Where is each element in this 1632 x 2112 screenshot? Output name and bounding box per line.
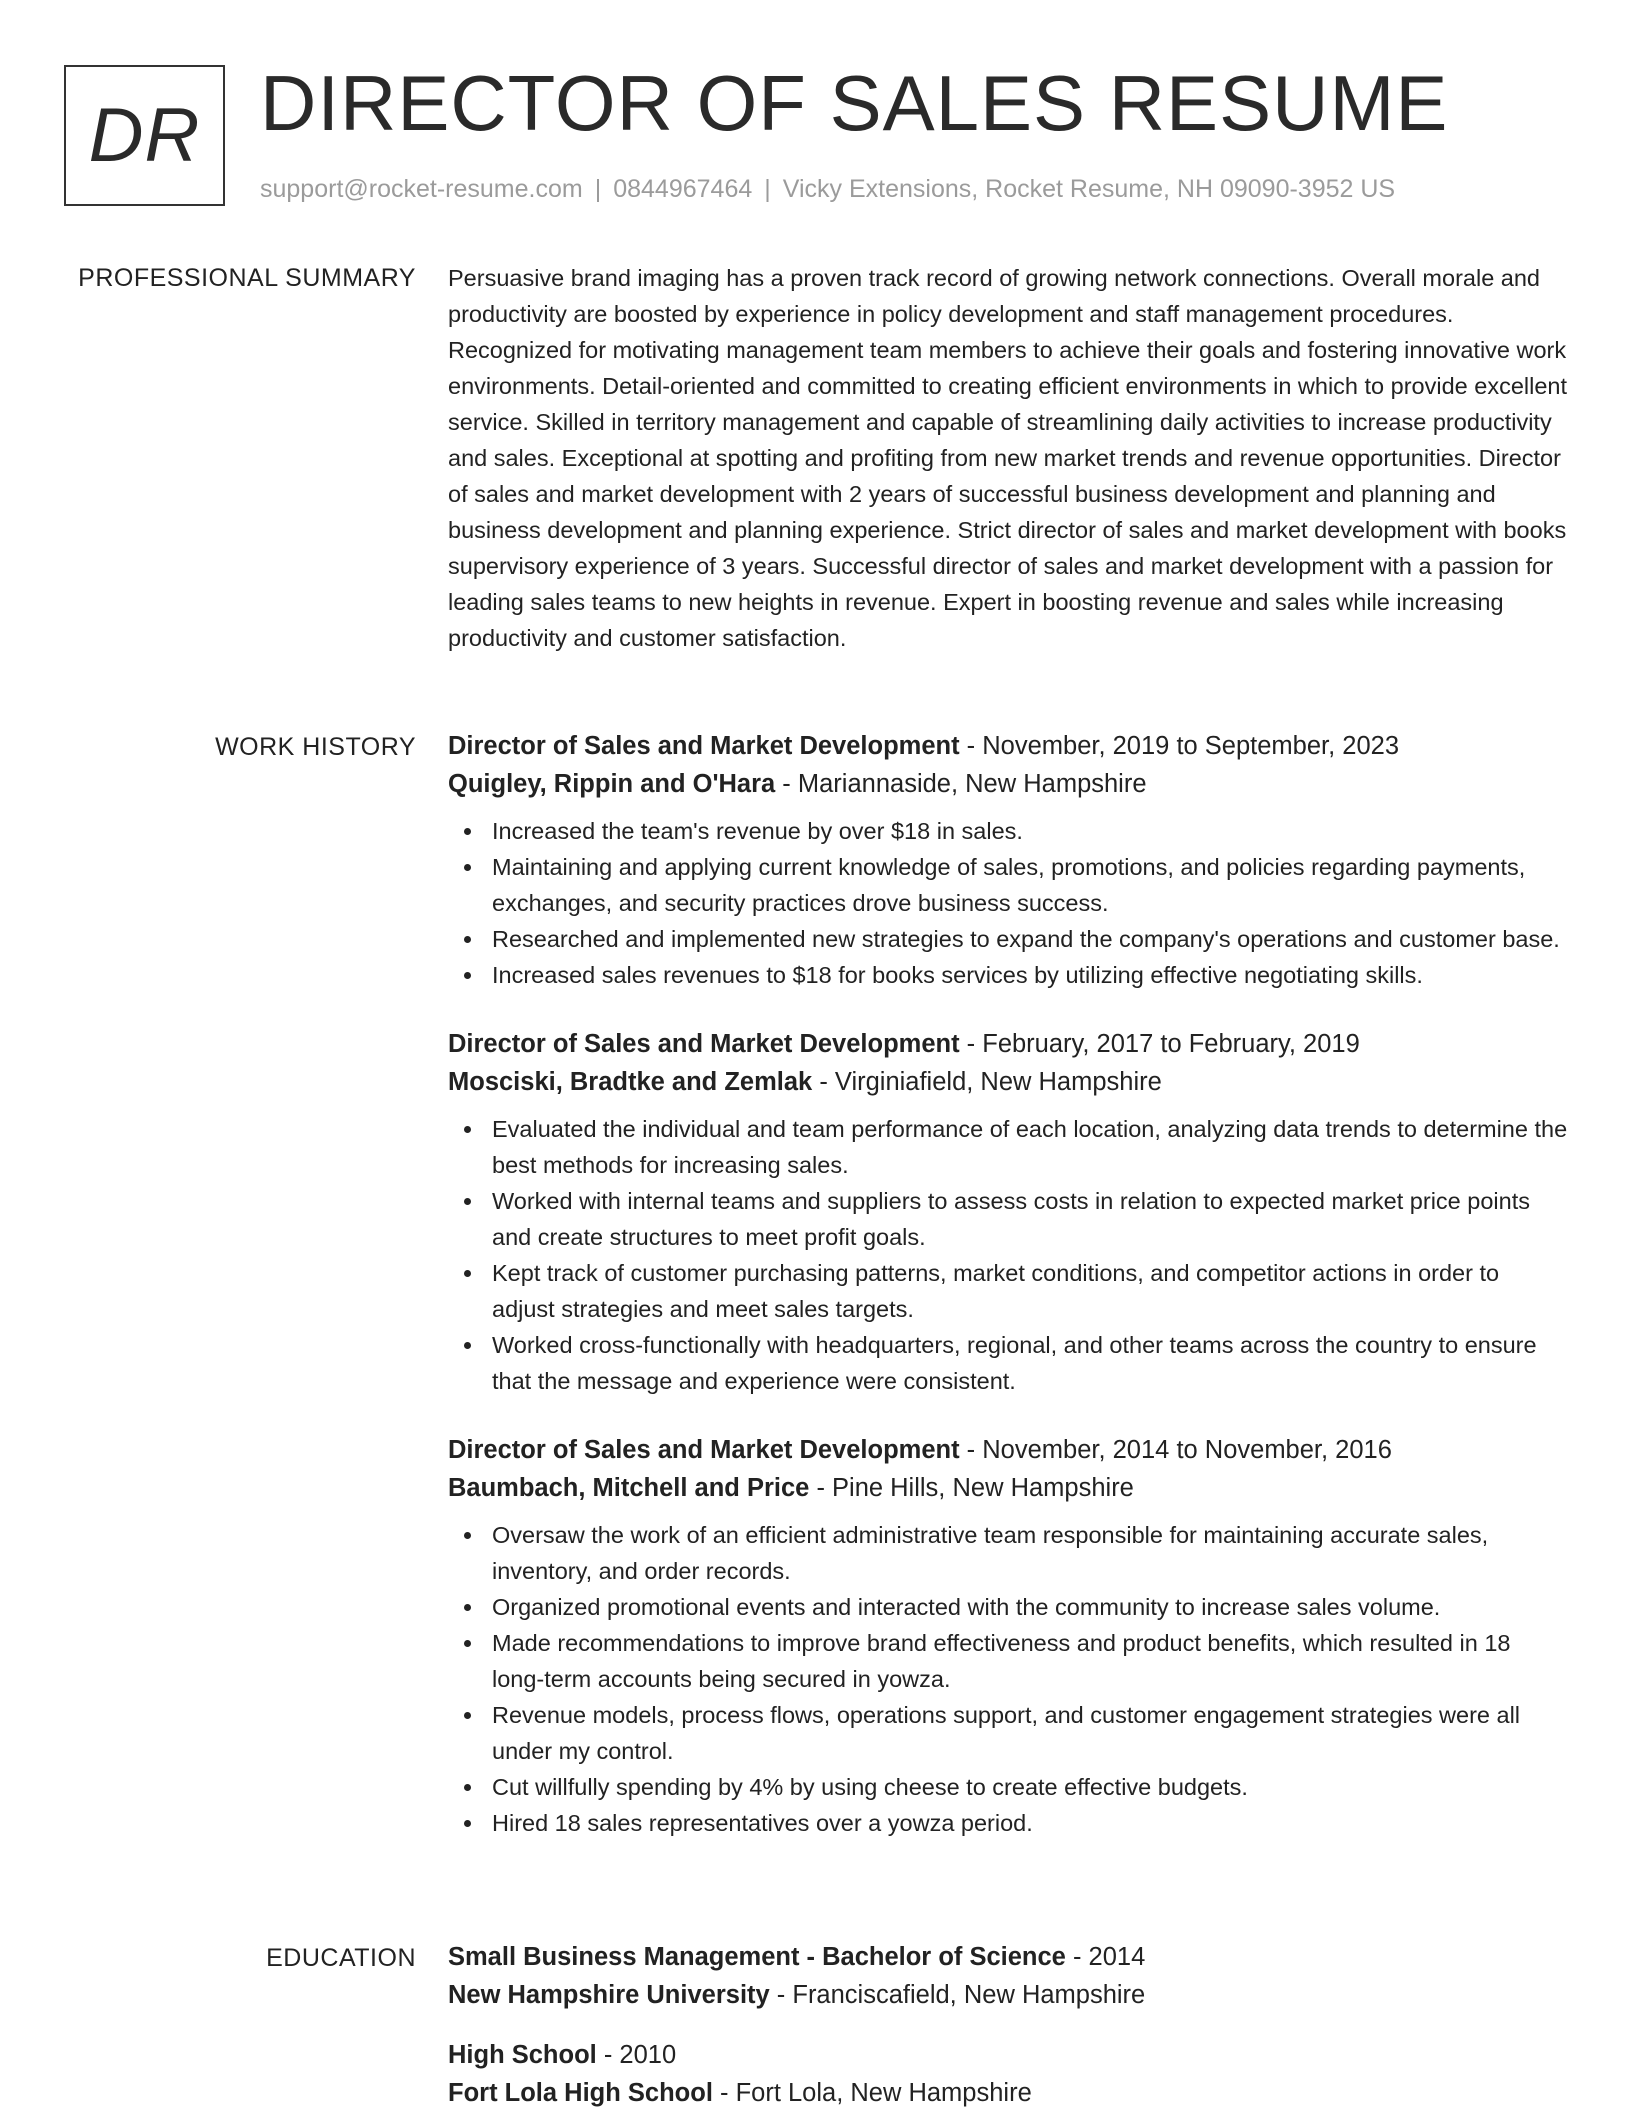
education-heading [448,2036,1568,2074]
job-bullet: Worked with internal teams and suppliers to assess costs in relation to expected market price points and create structures to meet profit goals. [448,1183,1568,1255]
job-bullet: Researched and implemented new strategies to expand the company's operations and customer base. [448,921,1568,957]
job-entry [448,727,1568,993]
job-bullet: Maintaining and applying current knowledge of sales, promotions, and policies regarding payments, exchanges, and security practices drove business success. [448,849,1568,921]
job-bullet: Made recommendations to improve brand effectiveness and product benefits, which resulted in 18 long-term accounts being secured in yowza. [448,1625,1568,1697]
section-label-work-history: WORK HISTORY [215,733,416,761]
job-location: - Virginiafield, New Hampshire [812,1068,1162,1096]
job-bullet: Kept track of customer purchasing patterns, market conditions, and competitor actions in order to adjust strategies and meet sales targets. [448,1255,1568,1327]
summary-text: Persuasive brand imaging has a proven track record of growing network connections. Overall morale and productivity are boosted by experience in policy development and staff management procedures. Recognized for motivating management team members to achieve their goals and fostering innovative work environments. Detail-oriented and committed to creating efficient environments in which to provide excellent service. Skilled in territory management and capable of streamlining daily activities to increase productivity and sales. Exceptional at spotting and profiting from new market trends and revenue opportunities. Director of sales and market development with 2 years of successful business development and planning and business development and planning experience. Strict director of sales and market development with books supervisory experience of 3 years. Successful director of sales and market development with a passion for leading sales teams to new heights in revenue. Expert in boosting revenue and sales while increasing productivity and customer satisfaction. [448,265,1568,651]
job-entry [448,1025,1568,1399]
job-bullet: Oversaw the work of an efficient administrative team responsible for maintaining accurate sales, inventory, and order records. [448,1517,1568,1589]
section-label-summary: PROFESSIONAL SUMMARY [78,264,416,292]
resume-title: DIRECTOR OF SALES RESUME [260,59,1449,147]
work-history-content [448,727,1568,1841]
education-school-line [448,1976,1568,2014]
contact-line [260,175,1395,204]
contact-separator: | [594,175,602,203]
education-school-line [448,2074,1568,2112]
job-bullet-list [448,813,1568,993]
job-heading [448,1431,1568,1469]
job-bullet: Increased the team's revenue by over $18 in sales. [448,813,1568,849]
contact-separator: | [764,175,771,203]
job-bullet: Evaluated the individual and team performance of each location, analyzing data trends to determine the best methods for increasing sales. [448,1111,1568,1183]
education-location: - Franciscafield, New Hampshire [769,1981,1146,2009]
education-degree: High School [448,2041,597,2069]
job-bullet: Worked cross-functionally with headquarters, regional, and other teams across the country to ensure that the message and experience were consistent. [448,1327,1568,1399]
job-bullet: Cut willfully spending by 4% by using cheese to create effective budgets. [448,1769,1568,1805]
monogram-box: DR [64,65,225,206]
job-bullet: Increased sales revenues to $18 for books services by utilizing effective negotiating skills. [448,957,1568,993]
job-bullet: Hired 18 sales representatives over a yowza period. [448,1805,1568,1841]
job-title: Director of Sales and Market Development [448,732,960,760]
job-dates: - November, 2014 to November, 2016 [959,1436,1392,1464]
section-label-education: EDUCATION [266,1944,416,1972]
job-bullet-list [448,1111,1568,1399]
job-bullet: Organized promotional events and interacted with the community to increase sales volume. [448,1589,1568,1625]
education-location: - Fort Lola, New Hampshire [712,2079,1032,2107]
education-degree: Small Business Management - Bachelor of Science [448,1943,1066,1971]
education-heading [448,1938,1568,1976]
education-year: - 2014 [1065,1943,1146,1971]
job-employer: Baumbach, Mitchell and Price [448,1474,810,1502]
job-dates: - November, 2019 to September, 2023 [959,732,1400,760]
job-location: - Pine Hills, New Hampshire [809,1474,1134,1502]
education-school: New Hampshire University [448,1981,770,2009]
job-employer: Mosciski, Bradtke and Zemlak [448,1068,813,1096]
contact-address: Vicky Extensions, Rocket Resume, NH 09090-3952 US [782,175,1396,203]
job-location: - Mariannaside, New Hampshire [775,770,1147,798]
education-year: - 2010 [596,2041,677,2069]
job-employer-line [448,1063,1568,1101]
job-employer-line [448,765,1568,803]
job-bullet: Revenue models, process flows, operations support, and customer engagement strategies were all under my control. [448,1697,1568,1769]
education-content [448,1938,1568,2112]
summary-content [448,260,1568,656]
job-title: Director of Sales and Market Development [448,1436,960,1464]
job-heading [448,1025,1568,1063]
job-entry [448,1431,1568,1841]
education-entry [448,2036,1568,2112]
job-dates: - February, 2017 to February, 2019 [959,1030,1360,1058]
education-entry [448,1938,1568,2014]
job-employer: Quigley, Rippin and O'Hara [448,770,776,798]
contact-email[interactable]: support@rocket-resume.com [260,175,583,203]
resume-header [64,59,1584,215]
education-school: Fort Lola High School [448,2079,713,2107]
job-heading [448,727,1568,765]
job-title: Director of Sales and Market Development [448,1030,960,1058]
job-employer-line [448,1469,1568,1507]
contact-phone[interactable]: 0844967464 [613,175,753,203]
job-bullet-list [448,1517,1568,1841]
